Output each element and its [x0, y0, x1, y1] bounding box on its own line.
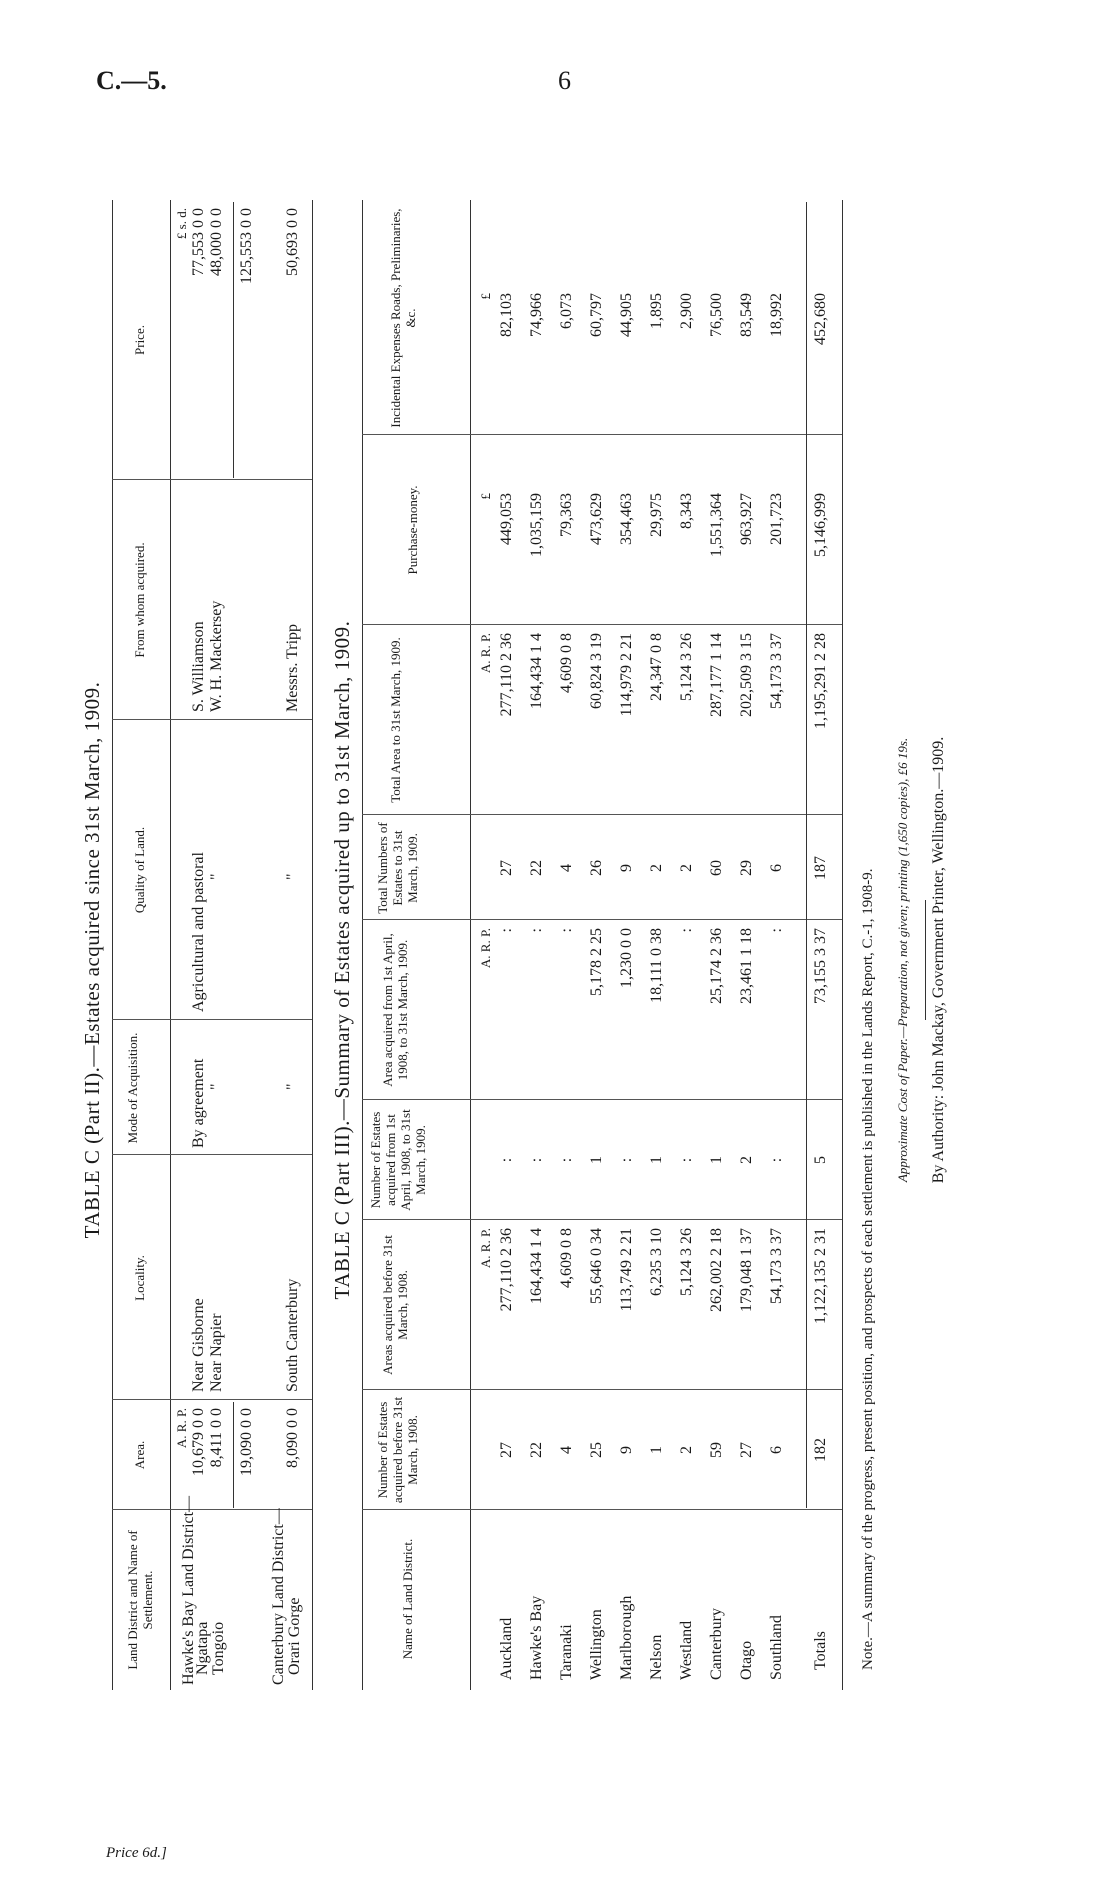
t3-cell-pm: 8,343 — [678, 493, 695, 529]
t3-cell-n1: 25 — [588, 1442, 605, 1458]
t3-totals-a2: 73,155 3 37 — [812, 928, 829, 1004]
t2-row-area: 10,679 0 0 — [190, 1408, 207, 1476]
t3-cell-a2: 5,178 2 25 — [588, 928, 605, 996]
t2-hb-total-price: 125,553 0 0 — [238, 208, 255, 284]
t3-totals-n1: 182 — [812, 1438, 829, 1462]
t2-price-units: £ s. d. — [174, 208, 189, 240]
note: Note.—A summary of the progress, present position, and prospects of each settlement is published in the Lands Report, C.-1, 1908-9. — [860, 868, 876, 1670]
t3-cell-name: Marlborough — [618, 1595, 635, 1680]
t3-cell-a3: 54,173 3 37 — [768, 633, 785, 709]
t3-cell-n1: 9 — [618, 1446, 635, 1454]
t3-cell-pm: 29,975 — [648, 493, 665, 537]
t3-ie-units: £ — [478, 293, 493, 300]
t3-cell-n3: 26 — [588, 860, 605, 876]
t3-a2-units: A. R. P. — [478, 928, 493, 969]
t3-cell-a3: 60,824 3 19 — [588, 633, 605, 709]
t3-cell-a1: 55,646 0 34 — [588, 1228, 605, 1304]
t3-cell-a1: 113,749 2 21 — [618, 1228, 635, 1312]
t3-cell-n2: : — [528, 1157, 545, 1163]
t3-cell-pm: 1,551,364 — [708, 493, 725, 557]
t2-row-from: W. H. Mackersey — [208, 600, 225, 712]
t3-totals-a1: 1,122,135 2 31 — [812, 1228, 829, 1324]
t2-orari-locality: South Canterbury — [284, 1278, 301, 1392]
t3-cell-a1: 277,110 2 36 — [498, 1228, 515, 1312]
t2-row-price: 48,000 0 0 — [208, 208, 225, 276]
t2-header-mode: Mode of Acquisition. — [125, 1032, 140, 1144]
t3-cell-n1: 27 — [498, 1442, 515, 1458]
t3-cell-a1: 164,434 1 4 — [528, 1228, 545, 1304]
t3-cell-n1: 1 — [648, 1446, 665, 1454]
paper-cost: Approximate Cost of Paper.—Preparation, not given; printing (1,650 copies), £6 19s. — [895, 737, 910, 1183]
t3-cell-n3: 60 — [708, 860, 725, 876]
t3-cell-name: Canterbury — [708, 1608, 725, 1680]
t3-cell-pm: 449,053 — [498, 493, 515, 545]
t3-cell-pm: 354,463 — [618, 493, 635, 545]
t3-cell-a3: 4,609 0 8 — [558, 633, 575, 693]
t2-header-from: From whom acquired. — [132, 542, 147, 658]
t3-cell-ie: 2,900 — [678, 293, 695, 329]
t3-totals-n2: 5 — [812, 1156, 829, 1164]
t3-cell-n2: 1 — [708, 1156, 725, 1164]
t3-cell-name: Nelson — [648, 1634, 665, 1680]
t3-cell-n1: 27 — [738, 1442, 755, 1458]
t3-cell-a1: 262,002 2 18 — [708, 1228, 725, 1312]
t3-cell-n1: 59 — [708, 1442, 725, 1458]
t3-cell-a3: 24,347 0 8 — [648, 633, 665, 701]
t3-cell-n2: : — [558, 1157, 575, 1163]
t3-cell-name: Westland — [678, 1620, 695, 1680]
t3-header-n2: Number of Estates acquired from 1st April, 1908, to 31st March, 1909. — [368, 1109, 428, 1211]
t3-cell-pm: 79,363 — [558, 493, 575, 537]
t3-cell-a2: 1,230 0 0 — [618, 928, 635, 988]
t3-cell-name: Southland — [768, 1615, 785, 1680]
t2-orari-name: Orari Gorge — [286, 1597, 303, 1675]
printer-authority: By Authority: John Mackay, Government Printer, Wellington.—1909. — [930, 736, 947, 1184]
t2-row-area: 8,411 0 0 — [208, 1408, 225, 1468]
t3-cell-n1: 6 — [768, 1446, 785, 1454]
document-reference: C.—5. — [96, 66, 167, 95]
t2-row-locality: Near Napier — [208, 1313, 225, 1392]
t2-header-price: Price. — [132, 325, 147, 355]
t3-cell-n2: : — [678, 1157, 695, 1163]
t2-row-from: S. Williamson — [190, 621, 207, 712]
t3-header-district: Name of Land District. — [400, 1538, 415, 1660]
t3-cell-ie: 82,103 — [498, 293, 515, 337]
t2-row-name: Tongoio — [210, 1621, 227, 1675]
t3-cell-a2: 18,111 0 38 — [648, 928, 665, 1003]
t3-cell-a3: 202,509 3 15 — [738, 633, 755, 717]
t3-cell-n2: : — [618, 1157, 635, 1163]
t3-cell-ie: 74,966 — [528, 293, 545, 337]
t3-cell-ie: 6,073 — [558, 293, 575, 329]
t2-hawkes-bay-district: Hawke's Bay Land District— — [180, 1495, 197, 1685]
t3-cell-ie: 1,895 — [648, 293, 665, 329]
t3-cell-a2: : — [768, 928, 785, 933]
t2-row-mode: By agreement — [190, 1058, 207, 1148]
t3-cell-ie: 60,797 — [588, 293, 605, 337]
t3-header-pm: Purchase-money. — [405, 485, 420, 575]
t3-cell-a1: 179,048 1 37 — [738, 1228, 755, 1312]
t3-cell-pm: 201,723 — [768, 493, 785, 545]
t3-cell-n3: 2 — [648, 864, 665, 872]
t3-cell-n3: 4 — [558, 864, 575, 872]
t3-header-a3: Total Area to 31st March, 1909. — [388, 637, 403, 803]
t3-cell-pm: 473,629 — [588, 493, 605, 545]
t3-cell-ie: 76,500 — [708, 293, 725, 337]
t2-row-name: Ngatapa — [194, 1621, 211, 1675]
page-number: 6 — [558, 66, 571, 95]
t2-hb-total-area: 19,090 0 0 — [238, 1408, 255, 1476]
t3-totals-n3: 187 — [812, 856, 829, 880]
t2-canterbury-district: Canterbury Land District— — [270, 1508, 287, 1685]
t2-header-area: Area. — [132, 1440, 147, 1470]
t3-header-a1: Areas acquired before 31st March, 1908. — [380, 1235, 410, 1375]
t2-row-quality: " — [208, 873, 225, 880]
t3-cell-a2: : — [558, 928, 575, 933]
t3-cell-n3: 27 — [498, 860, 515, 876]
t3-cell-name: Taranaki — [558, 1624, 575, 1680]
t2-orari-price: 50,693 0 0 — [284, 208, 301, 276]
t3-cell-a2: 23,461 1 18 — [738, 928, 755, 1004]
t3-cell-ie: 44,905 — [618, 293, 635, 337]
t3-cell-name: Hawke's Bay — [528, 1595, 545, 1680]
t3-cell-a3: 114,979 2 21 — [618, 633, 635, 717]
t3-header-n3: Total Numbers of Estates to 31st March, 1909. — [375, 822, 420, 914]
t3-cell-n3: 2 — [678, 864, 695, 872]
t3-cell-a3: 164,434 1 4 — [528, 633, 545, 709]
t3-a3-units: A. R. P. — [478, 633, 493, 674]
t2-orari-from: Messrs. Tripp — [284, 623, 301, 712]
t3-cell-n2: : — [498, 1157, 515, 1163]
t3-totals-ie: 452,680 — [812, 293, 829, 345]
t3-cell-a1: 6,235 3 10 — [648, 1228, 665, 1296]
t3-a1-units: A. R. P. — [478, 1228, 493, 1269]
t3-cell-a2: : — [678, 928, 695, 933]
t3-header-ie: Incidental Expenses Roads, Preliminaries, &c. — [388, 208, 418, 428]
t3-cell-a3: 287,177 1 14 — [708, 633, 725, 717]
t3-cell-a1: 4,609 0 8 — [558, 1228, 575, 1288]
t3-cell-name: Wellington — [588, 1609, 605, 1680]
t3-header-a2: Area acquired from 1st April, 1908, to 31st March, 1909. — [380, 933, 410, 1087]
t3-cell-a2: : — [528, 928, 545, 933]
t3-cell-n3: 22 — [528, 860, 545, 876]
t3-cell-ie: 18,992 — [768, 293, 785, 337]
t3-totals-pm: 5,146,999 — [812, 493, 829, 557]
t3-cell-name: Auckland — [498, 1617, 515, 1680]
rotated-page-body — [70, 140, 950, 1780]
t3-cell-pm: 1,035,159 — [528, 493, 545, 557]
table3-title: TABLE C (Part III).—Summary of Estates acquired up to 31st March, 1909. — [330, 620, 354, 1300]
t2-orari-quality: " — [284, 873, 301, 880]
t3-totals-a3: 1,195,291 2 28 — [812, 633, 829, 729]
t3-cell-n2: 1 — [648, 1156, 665, 1164]
t2-orari-area: 8,090 0 0 — [284, 1408, 301, 1468]
t3-cell-n2: 2 — [738, 1156, 755, 1164]
t3-cell-n3: 6 — [768, 864, 785, 872]
table2-title: TABLE C (Part II).—Estates acquired since 31st March, 1909. — [80, 681, 104, 1239]
t3-cell-name: Otago — [738, 1640, 755, 1680]
t3-cell-a2: 25,174 2 36 — [708, 928, 725, 1004]
t3-cell-a3: 277,110 2 36 — [498, 633, 515, 717]
t3-pm-units: £ — [478, 493, 493, 500]
t3-cell-a2: : — [498, 928, 515, 933]
t3-cell-a1: 54,173 3 37 — [768, 1228, 785, 1304]
t3-cell-ie: 83,549 — [738, 293, 755, 337]
t3-cell-n1: 22 — [528, 1442, 545, 1458]
t3-cell-n3: 29 — [738, 860, 755, 876]
t3-cell-pm: 963,927 — [738, 493, 755, 545]
t2-row-locality: Near Gisborne — [190, 1298, 207, 1392]
t3-header-n1: Number of Estates acquired before 31st March, 1908. — [375, 1396, 420, 1504]
t3-cell-n2: : — [768, 1157, 785, 1163]
t2-header-quality: Quality of Land. — [132, 826, 147, 914]
t3-cell-n3: 9 — [618, 864, 635, 872]
t2-area-units: A. R. P. — [174, 1408, 189, 1449]
t3-totals-name: Totals — [812, 1631, 829, 1670]
t3-cell-n2: 1 — [588, 1156, 605, 1164]
t2-row-mode: " — [208, 1083, 225, 1090]
t2-orari-mode: " — [284, 1083, 301, 1090]
t2-row-quality: Agricultural and pastoral — [190, 852, 207, 1012]
t3-cell-n1: 2 — [678, 1446, 695, 1454]
t3-cell-a3: 5,124 3 26 — [678, 633, 695, 701]
t3-cell-n1: 4 — [558, 1446, 575, 1454]
t2-header-locality: Locality. — [132, 1255, 147, 1301]
t2-header-name: Land District and Name of Settlement. — [125, 1530, 155, 1670]
t3-cell-a1: 5,124 3 26 — [678, 1228, 695, 1296]
t2-row-price: 77,553 0 0 — [190, 208, 207, 276]
price-label: Price 6d.] — [106, 1845, 167, 1861]
